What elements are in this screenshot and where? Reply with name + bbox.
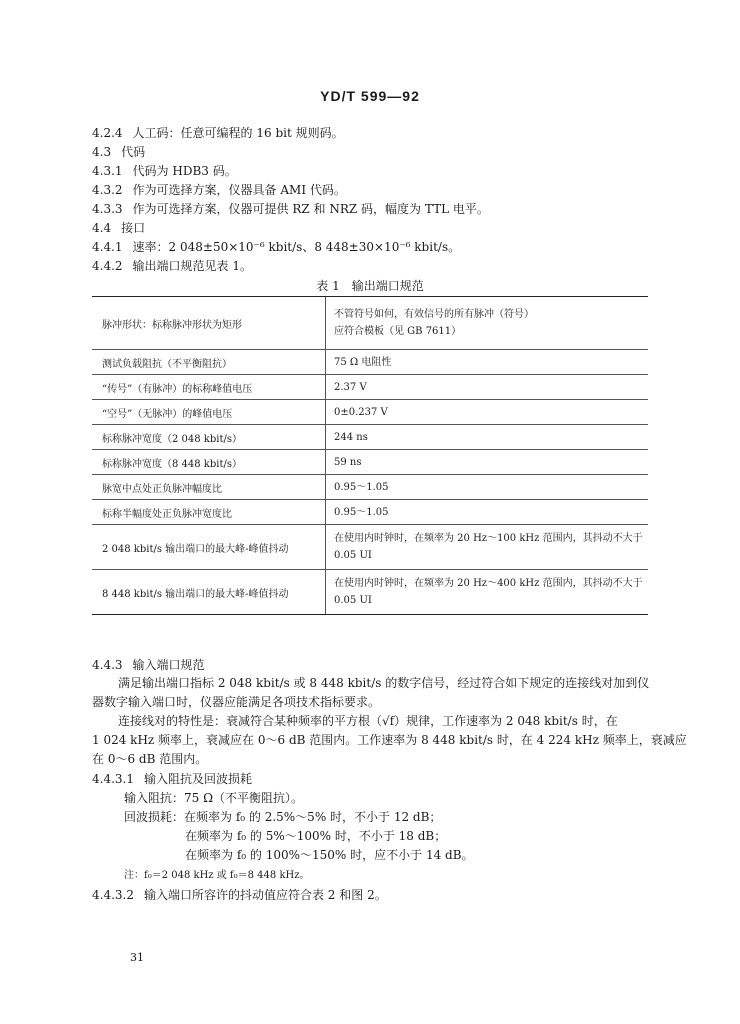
- clause-4-3-1: [92, 163, 237, 179]
- value-cell: [326, 400, 648, 424]
- return-loss-line: 在频率为 f₀ 的 100%～150% 时，应不小于 14 dB。: [185, 848, 474, 862]
- clause-number: 4.4.3.1: [92, 772, 134, 786]
- value-line: 244 ns: [334, 431, 368, 443]
- clause-text: 代码为 HDB3 码。: [132, 164, 237, 178]
- clause-number: 4.4.3.2: [92, 888, 134, 902]
- table-row: [92, 375, 648, 400]
- value-line: 59 ns: [334, 456, 362, 468]
- clause-4-4-2: [92, 258, 252, 274]
- return-loss-line: 在频率为 f₀ 的 5%～100% 时，不小于 18 dB；: [185, 829, 447, 843]
- value-line: 不管符号如何，有效信号的所有脉冲（符号）: [334, 309, 534, 320]
- standard-header: YD/T 599—92: [320, 88, 420, 104]
- clause-4-4-3-2: [92, 887, 387, 903]
- table-row: [92, 350, 648, 375]
- value-line: 在使用内时钟时，在频率为 20 Hz～100 kHz 范围内，其抖动不大于: [334, 533, 643, 544]
- value-cell: [326, 425, 648, 449]
- value-cell: [326, 475, 648, 499]
- table-row: [92, 500, 648, 525]
- value-line: 75 Ω 电阻性: [334, 356, 392, 368]
- paragraph-line: 1 024 kHz 频率上，衰减应在 0～6 dB 范围内。工作速率为 8 448 kbit/s 时，在 4 224 kHz 频率上，衰减应: [92, 733, 687, 747]
- table-row: [92, 525, 648, 570]
- value-line: 0.95～1.05: [334, 506, 389, 518]
- clause-4-3-3: [92, 201, 489, 217]
- param-cell: 8 448 kbit/s 输出端口的最大峰-峰值抖动: [92, 570, 326, 614]
- param-cell: 2 048 kbit/s 输出端口的最大峰-峰值抖动: [92, 525, 326, 569]
- clause-text: 代码: [121, 145, 146, 159]
- clause-4-4: [92, 220, 145, 236]
- param-cell: 脉宽中点处正负脉冲幅度比: [92, 475, 326, 499]
- value-line: 0±0.237 V: [334, 406, 388, 418]
- table-row: [92, 400, 648, 425]
- param-cell: 标称脉冲宽度（8 448 kbit/s）: [92, 450, 326, 474]
- param-cell: 脉冲形状：标称脉冲形状为矩形: [92, 297, 326, 349]
- value-line: 应符合模板（见 GB 7611）: [334, 326, 462, 337]
- clause-4-2-4: [92, 125, 344, 141]
- value-line: 0.05 UI: [334, 550, 372, 561]
- table-caption: [0, 277, 740, 294]
- clause-number: 4.4.2: [92, 259, 123, 273]
- clause-number: 4.3: [92, 145, 112, 159]
- clause-text: 作为可选择方案，仪器具备 AMI 代码。: [132, 183, 346, 197]
- paragraph-line: 满足输出端口指标 2 048 kbit/s 或 8 448 kbit/s 的数字信号，经过符合如下规定的连接线对加到仪: [118, 676, 650, 690]
- clause-text: 速率：2 048±50×10⁻⁶ kbit/s、8 448±30×10⁻⁶ kbit/s。: [132, 240, 461, 254]
- paragraph-line: 在 0～6 dB 范围内。: [92, 752, 208, 766]
- table-row: [92, 297, 648, 350]
- value-line: 0.95～1.05: [334, 481, 389, 493]
- note: 注：f₀＝2 048 kHz 或 f₀＝8 448 kHz。: [124, 870, 310, 881]
- clause-number: 4.3.3: [92, 202, 123, 216]
- clause-text: 输入阻抗及回波损耗: [143, 772, 252, 786]
- clause-text: 人工码：任意可编程的 16 bit 规则码。: [132, 126, 344, 140]
- input-impedance: 输入阻抗：75 Ω（不平衡阻抗）。: [124, 791, 304, 805]
- value-cell: [326, 297, 648, 349]
- clause-4-3: [92, 144, 145, 160]
- clause-number: 4.4.1: [92, 240, 123, 254]
- value-cell: [326, 525, 648, 569]
- table-row: [92, 450, 648, 475]
- value-cell: [326, 450, 648, 474]
- paragraph-line: 连接线对的特性是：衰减符合某种频率的平方根（√f）规律，工作速率为 2 048 kbit/s 时，在: [118, 714, 618, 728]
- clause-4-4-3-1: [92, 771, 252, 787]
- value-line: 在使用内时钟时，在频率为 20 Hz～400 kHz 范围内，其抖动不大于: [334, 578, 643, 589]
- clause-4-4-1: [92, 239, 460, 255]
- table-caption-title: 输出端口规范: [351, 279, 424, 293]
- value-line: 0.05 UI: [334, 595, 372, 606]
- table-row: [92, 475, 648, 500]
- clause-number: 4.3.2: [92, 183, 123, 197]
- clause-number: 4.4: [92, 221, 112, 235]
- clause-text: 输出端口规范见表 1。: [132, 259, 252, 273]
- clause-text: 输入端口规范: [132, 658, 205, 672]
- value-line: 2.37 V: [334, 381, 367, 393]
- table-row: [92, 570, 648, 614]
- clause-text: 作为可选择方案，仪器可提供 RZ 和 NRZ 码，幅度为 TTL 电平。: [132, 202, 489, 216]
- page-number: 31: [130, 951, 144, 964]
- param-cell: 标称脉冲宽度（2 048 kbit/s）: [92, 425, 326, 449]
- clause-number: 4.4.3: [92, 658, 123, 672]
- clause-text: 接口: [121, 221, 146, 235]
- param-cell: 标称半幅度处正负脉冲宽度比: [92, 500, 326, 524]
- return-loss-line: 回波损耗：在频率为 f₀ 的 2.5%～5% 时，不小于 12 dB；: [124, 810, 442, 824]
- value-cell: [326, 500, 648, 524]
- clause-number: 4.2.4: [92, 126, 123, 140]
- value-cell: [326, 570, 648, 614]
- param-cell: “传号”（有脉冲）的标称峰值电压: [92, 375, 326, 399]
- clause-text: 输入端口所容许的抖动值应符合表 2 和图 2。: [143, 888, 387, 902]
- value-cell: [326, 350, 648, 374]
- value-cell: [326, 375, 648, 399]
- param-cell: “空号”（无脉冲）的峰值电压: [92, 400, 326, 424]
- table-caption-label: 表 1: [316, 279, 340, 293]
- clause-number: 4.3.1: [92, 164, 123, 178]
- clause-4-4-3: [92, 657, 205, 673]
- param-cell: 测试负载阻抗（不平衡阻抗）: [92, 350, 326, 374]
- output-port-spec-table: [92, 296, 648, 615]
- paragraph-line: 器数字输入端口时，仪器应能满足各项技术指标要求。: [92, 695, 381, 709]
- clause-4-3-2: [92, 182, 346, 198]
- table-row: [92, 425, 648, 450]
